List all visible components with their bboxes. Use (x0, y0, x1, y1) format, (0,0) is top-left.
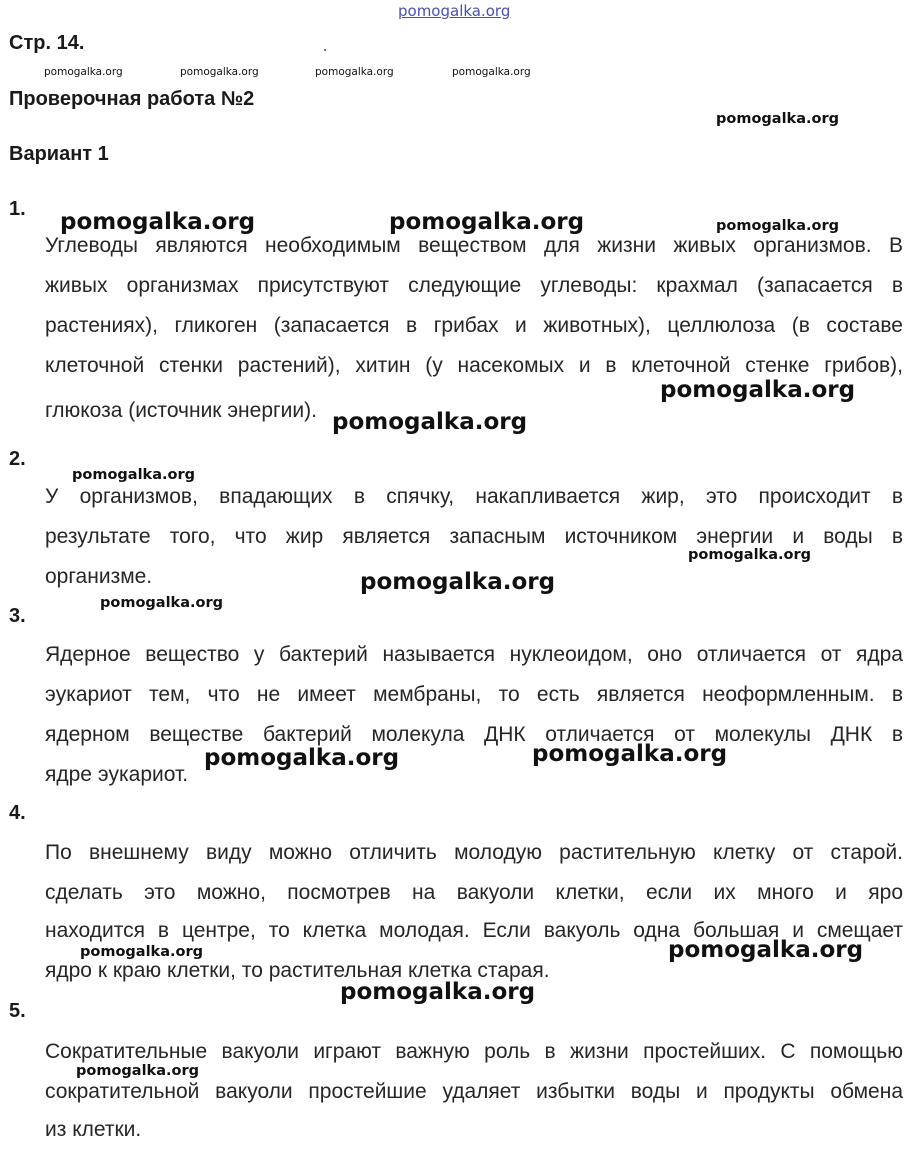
speck-dot (324, 49, 326, 51)
page-title: Проверочная работа №2 (9, 88, 255, 110)
variant-heading: Вариант 1 (9, 143, 109, 165)
watermark-link[interactable]: pomogalka.org (398, 2, 511, 20)
watermark: pomogalka.org (660, 377, 856, 403)
answer-5-number: 5. (9, 1000, 26, 1022)
watermark: pomogalka.org (76, 1063, 199, 1079)
answer-4-line: ядро к краю клетки, то растительная клетка старая. (45, 959, 550, 982)
answer-2-line: организме. (45, 565, 153, 588)
answer-3-line: эукариот тем, что не имеет мембраны, то есть является неоформленным. в (45, 683, 903, 706)
answer-3-number: 3. (9, 605, 26, 627)
answer-1-line: клеточной стенки растений), хитин (у насекомых и в клеточной стенке грибов), (45, 354, 903, 377)
watermark: pomogalka.org (389, 209, 585, 235)
watermark: pomogalka.org (452, 66, 531, 78)
answer-5-line: сократительной вакуоли простейшие удаляет избытки воды и продукты обмена (45, 1080, 903, 1103)
answer-1-line: растениях), гликоген (запасается в грибах и животных), целлюлоза (в составе (45, 314, 903, 337)
watermark: pomogalka.org (668, 937, 864, 963)
answer-3-line: ядерном веществе бактерий молекула ДНК отличается от молекулы ДНК в (45, 723, 903, 746)
answer-1-line: Углеводы являются необходимым веществом для жизни живых организмов. В (45, 234, 903, 257)
answer-4-line: находится в центре, то клетка молодая. Если вакуоль одна большая и смещает (45, 919, 903, 942)
watermark: pomogalka.org (360, 569, 556, 595)
watermark: pomogalka.org (532, 741, 728, 767)
answer-4-line: сделать это можно, посмотрев на вакуоли клетки, если их много и яро (45, 881, 903, 904)
answer-2-number: 2. (9, 448, 26, 470)
watermark: pomogalka.org (716, 111, 839, 127)
watermark: pomogalka.org (80, 944, 203, 960)
watermark: pomogalka.org (60, 209, 256, 235)
answer-5-line: из клетки. (45, 1118, 142, 1141)
watermark: pomogalka.org (716, 218, 839, 234)
watermark: pomogalka.org (332, 409, 528, 435)
answer-1-number: 1. (9, 198, 26, 220)
watermark: pomogalka.org (688, 547, 811, 563)
watermark: pomogalka.org (44, 66, 123, 78)
watermark: pomogalka.org (72, 467, 195, 483)
answer-5-line: Сократительные вакуоли играют важную роль в жизни простейших. С помощью (45, 1040, 903, 1063)
answer-2-line: У организмов, впадающих в спячку, накапливается жир, это происходит в (45, 485, 903, 508)
watermark: pomogalka.org (100, 595, 223, 611)
watermark: pomogalka.org (204, 745, 400, 771)
watermark: pomogalka.org (315, 66, 394, 78)
answer-3-line: Ядерное вещество у бактерий называется нуклеоидом, оно отличается от ядра (45, 643, 903, 666)
answer-4-number: 4. (9, 802, 26, 824)
watermark: pomogalka.org (180, 66, 259, 78)
answer-1-line: глюкоза (источник энергии). (45, 399, 317, 422)
answer-2-line: результате того, что жир является запасным источником энергии и воды в (45, 525, 903, 548)
answer-4-line: По внешнему виду можно отличить молодую растительную клетку от старой. (45, 841, 903, 864)
page-reference: Стр. 14. (9, 32, 85, 54)
answer-3-line: ядре эукариот. (45, 763, 189, 786)
watermark: pomogalka.org (340, 979, 536, 1005)
answer-1-line: живых организмах присутствуют следующие углеводы: крахмал (запасается в (45, 274, 903, 297)
